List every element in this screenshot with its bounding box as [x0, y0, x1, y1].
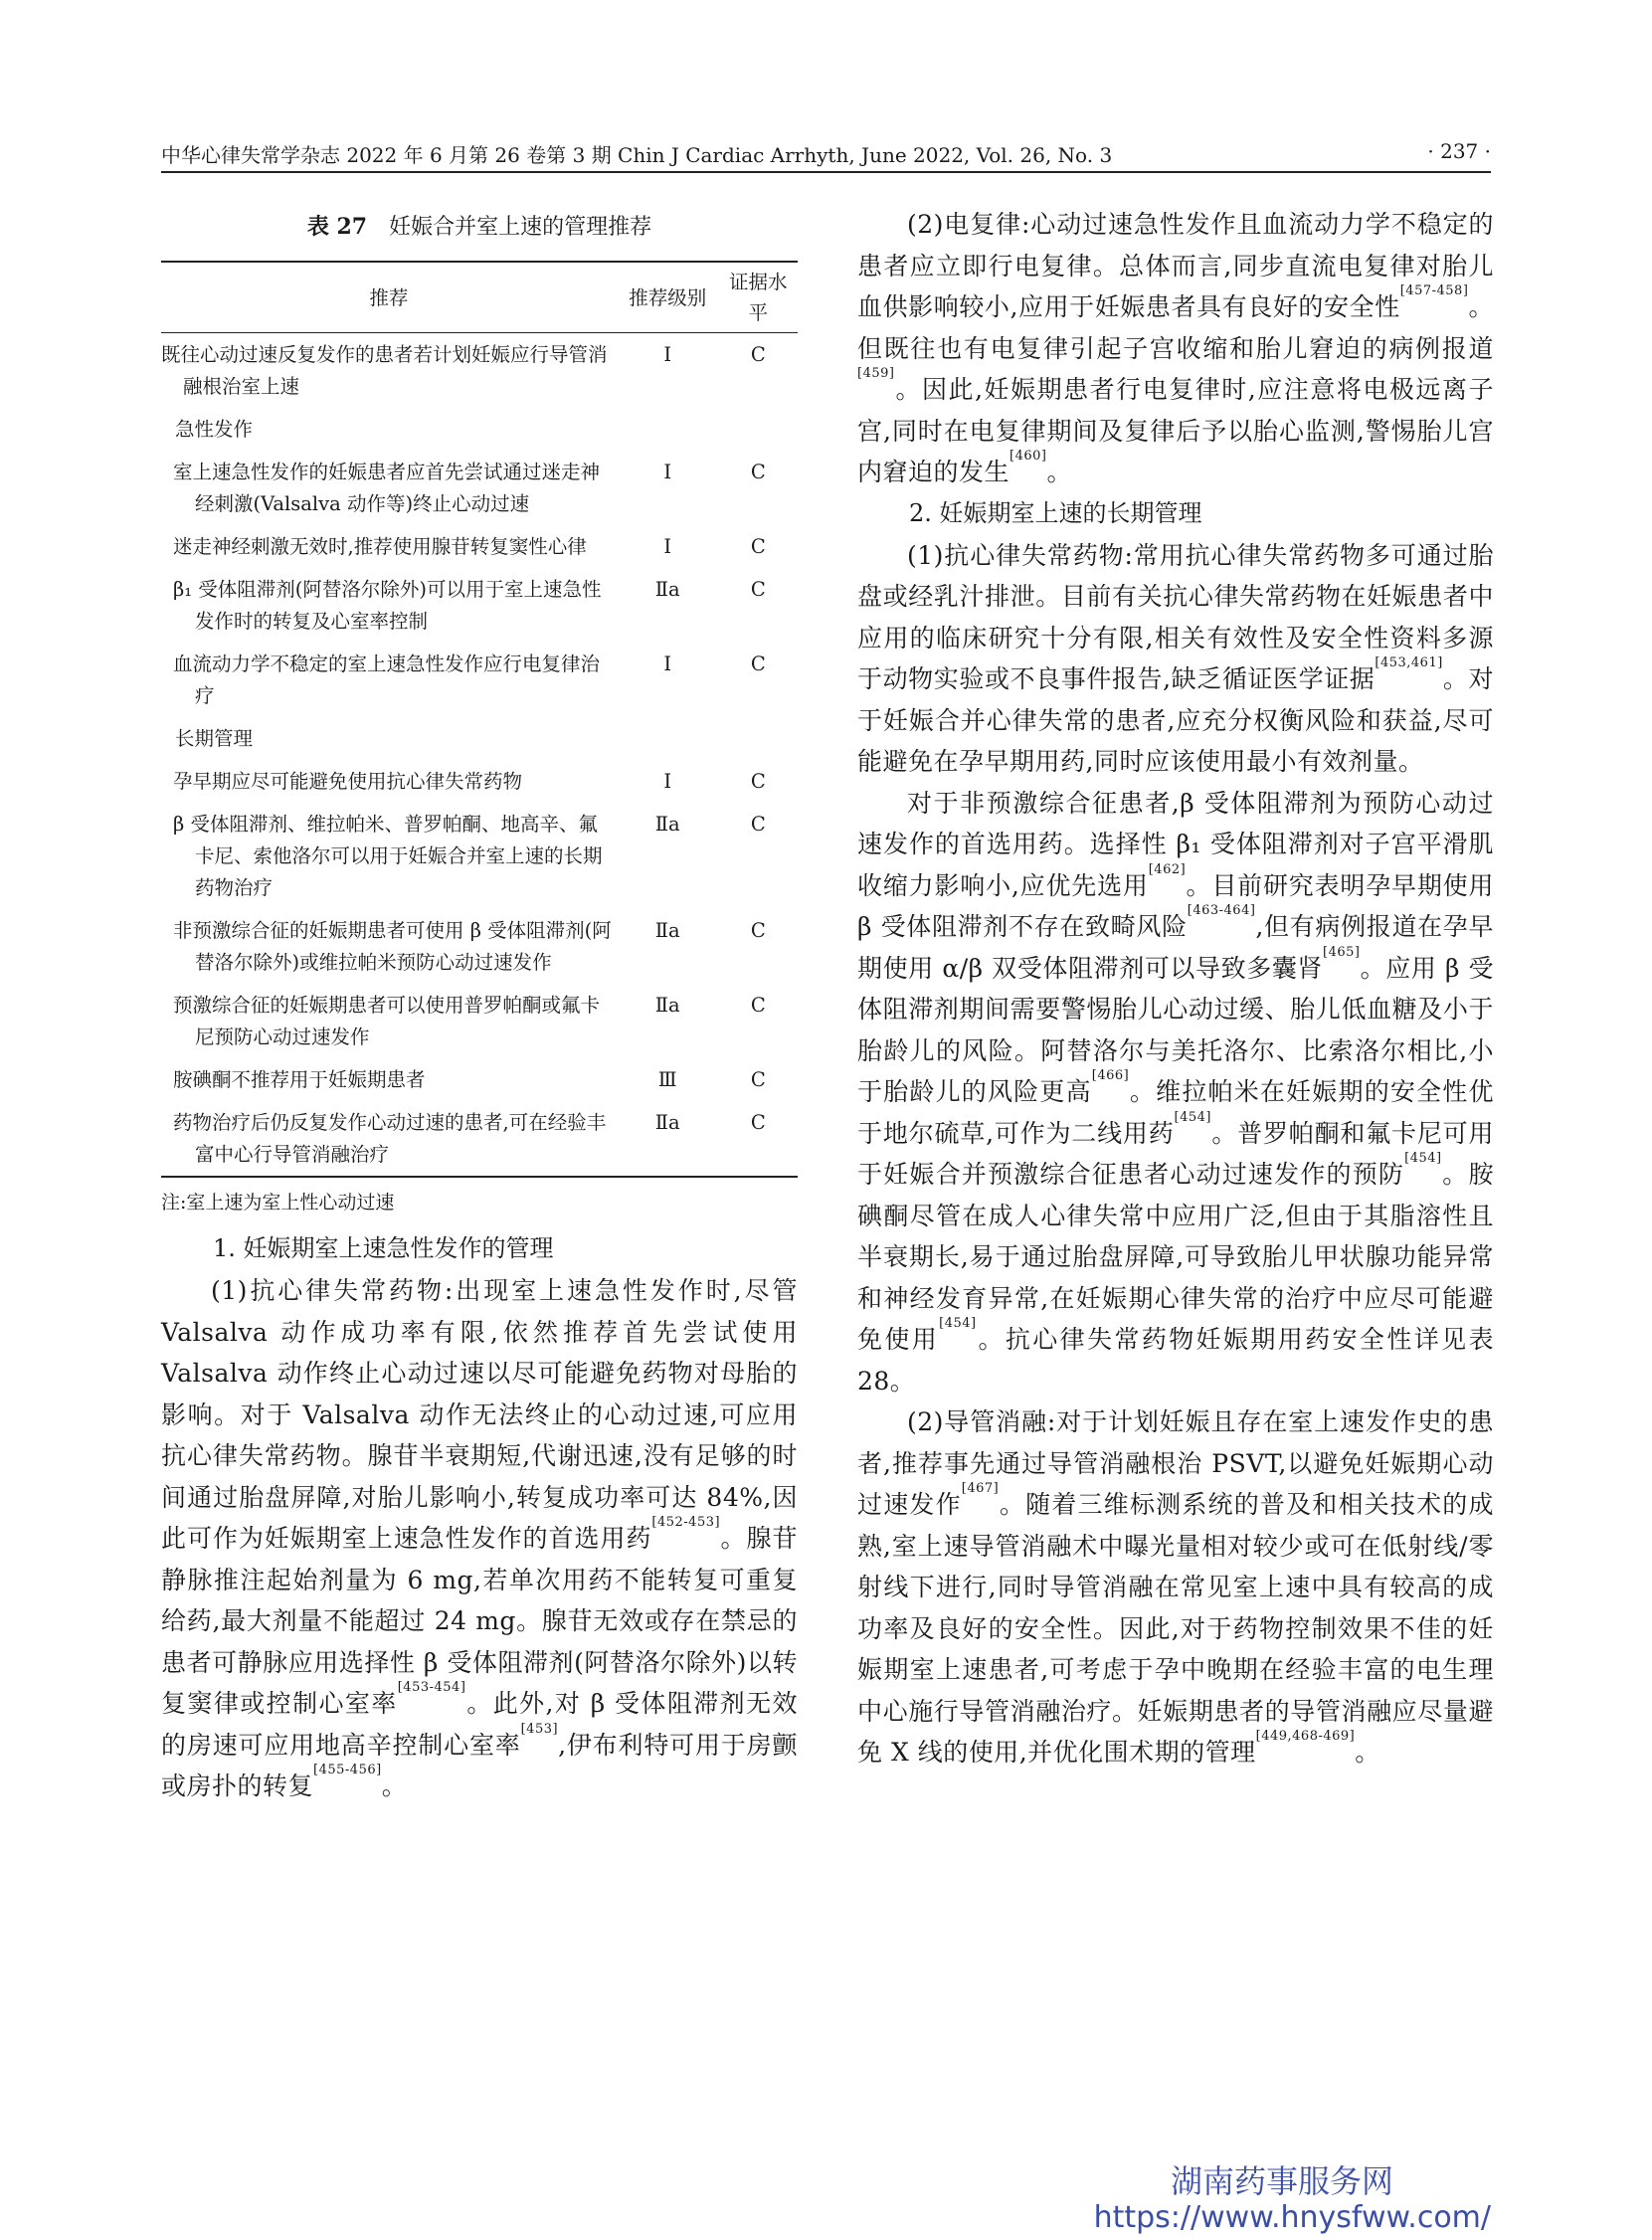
recommendation-class: Ⅱa [654, 994, 680, 1017]
table-row [161, 333, 798, 409]
recommendation-text: 预激综合征的妊娠期患者可以使用普罗帕酮或氟卡尼预防心动过速发作 [173, 994, 601, 1048]
citation: [453-454] [397, 1680, 466, 1695]
recommendation-text: 血流动力学不稳定的室上速急性发作应行电复律治疗 [173, 653, 601, 707]
table-title: 妊娠合并室上速的管理推荐 [389, 215, 652, 240]
citation: [453,461] [1375, 655, 1443, 670]
table-label: 表 27 [306, 214, 368, 240]
table-note: 注:室上速为室上性心动过速 [161, 1192, 395, 1213]
text-run: 。普罗帕酮和氟卡尼可用于妊娠合并预激综合征患者心动过速发作的预防 [857, 1118, 1494, 1189]
recommendation-text: 胺碘酮不推荐用于妊娠期患者 [173, 1068, 426, 1091]
evidence-level: C [750, 343, 766, 366]
recommendation-class: Ⅱa [654, 919, 680, 942]
text-run: 。抗心律失常药物妊娠期用药安全性详见表 28。 [857, 1325, 1494, 1396]
table-row [161, 984, 798, 1058]
evidence-level: C [750, 535, 766, 558]
watermark-url[interactable]: https://www.hnysfww.com/ [1093, 2200, 1491, 2235]
recommendation-class: Ⅰ [663, 343, 672, 366]
text-run: 。胺碘酮尽管在成人心律失常中应用广泛,但由于其脂溶性且半衰期长,易于通过胎盘屏障,可导致胎儿甲状腺功能异常和神经发育异常,在妊娠期心律失常的治疗中应尽可能避免使用 [857, 1160, 1494, 1354]
table-header-row [161, 262, 798, 333]
table-row [161, 643, 798, 717]
header-rule [161, 171, 1491, 173]
text-run: 。因此,妊娠期患者行电复律时,应注意将电极远离子宫,同时在电复律期间及复律后予以胎心监测,警惕胎儿宫内窘迫的发生 [857, 375, 1494, 486]
citation: [452-453] [651, 1515, 721, 1530]
recommendation-text: 非预激综合征的妊娠期患者可使用 β 受体阻滞剂(阿替洛尔除外)或维拉帕米预防心动过速发作 [173, 919, 612, 974]
text-run: 。维拉帕米在妊娠期的安全性优于地尔硫草,可作为二线用药 [857, 1077, 1494, 1148]
citation: [465] [1323, 944, 1361, 960]
text-run: (2)电复律:心动过速急性发作且血流动力学不稳定的患者应立即行电复律。总体而言,同步直流电复律对胎儿血供影响较小,应用于妊娠患者具有良好的安全性 [857, 210, 1494, 321]
citation: [460] [1010, 449, 1047, 464]
evidence-level: C [750, 919, 766, 942]
evidence-level: C [750, 994, 766, 1017]
journal-citation: 中华心律失常学杂志 2022 年 6 月第 26 卷第 3 期 Chin J Cardiac Arrhyth, June 2022, Vol. 26, No. 3 [161, 143, 1113, 167]
citation: [454] [939, 1316, 977, 1331]
recommendation-text: β₁ 受体阻滞剂(阿替洛尔除外)可以用于室上速急性发作时的转复及心室率控制 [173, 578, 602, 633]
citation: [454] [1404, 1151, 1442, 1166]
evidence-level: C [750, 578, 766, 601]
paragraph-antiarrhythmic-longterm [857, 535, 1494, 783]
evidence-level: C [750, 461, 766, 483]
evidence-level: C [719, 1101, 798, 1177]
table-row [161, 760, 798, 803]
text-run: 。应用 β 受体阻滞剂期间需要警惕胎儿心动过缓、胎儿低血糖及小于胎龄儿的风险。阿替洛尔与美托洛尔、比索洛尔相比,小于胎龄儿的风险更高 [857, 953, 1494, 1106]
citation: [454] [1174, 1109, 1212, 1125]
col-header-class: 推荐级别 [617, 262, 719, 333]
table-row [161, 408, 798, 451]
recommendation-text: β 受体阻滞剂、维拉帕米、普罗帕酮、地高辛、氟卡尼、索他洛尔可以用于妊娠合并室上速的长期药物治疗 [173, 813, 603, 899]
paragraph-beta-blockers [857, 783, 1494, 1402]
citation: [466] [1091, 1068, 1130, 1083]
text-run: 。 [1046, 458, 1072, 486]
watermark-name: 湖南药事服务网 [1170, 2162, 1393, 2200]
text-run: 。但既往也有电复律引起子宫收缩和胎儿窘迫的病例报道 [857, 292, 1494, 363]
text-run: (1)抗心律失常药物:出现室上速急性发作时,尽管 Valsalva 动作成功率有限,依然推荐首先尝试使用 Valsalva 动作终止心动过速以尽可能避免药物对母胎的影响。对于 Valsalva 动作无法终止的心动过速,可应用抗心律失常药物。腺苷半衰期短,代谢迅速,没有足够的时间通过胎盘屏障,对胎儿影响小,转复成功率可达 84%,因此可作为妊娠期室上速急性发作的首选用药 [161, 1276, 798, 1553]
evidence-level: C [750, 1068, 766, 1091]
recommendation-text: 迷走神经刺激无效时,推荐使用腺苷转复窦性心律 [173, 535, 587, 558]
table-row [161, 1101, 798, 1177]
table-row [161, 909, 798, 984]
recommendation-table [161, 261, 798, 1178]
table-caption [161, 210, 798, 241]
table-row [161, 451, 798, 525]
citation: [455-456] [313, 1763, 382, 1777]
section-heading-acute: 1. 妊娠期室上速急性发作的管理 [213, 1234, 554, 1262]
text-run: 。 [381, 1772, 408, 1800]
text-run: 。对于妊娠合并心律失常的患者,应充分权衡风险和获益,尽可能避免在孕早期用药,同时应该使用最小有效剂量。 [857, 664, 1494, 776]
text-run: 。此外,对 β 受体阻滞剂无效的房速可应用地高辛控制心室率 [161, 1689, 798, 1760]
paragraph-antiarrhythmic-acute [161, 1270, 798, 1807]
text-run: 对于非预激综合征患者,β 受体阻滞剂为预防心动过速发作的首选用药。选择性 β₁ 受体阻滞剂对子宫平滑肌收缩力影响小,应优先选用 [857, 788, 1494, 900]
page-header [161, 135, 1491, 169]
evidence-level: C [750, 770, 766, 793]
table-row [161, 525, 798, 568]
evidence-level [719, 717, 798, 760]
evidence-level [719, 408, 798, 451]
citation: [459] [857, 366, 895, 381]
page-number: · 237 · [1427, 139, 1491, 163]
recommendation-text: 室上速急性发作的妊娠患者应首先尝试通过迷走神经刺激(Valsalva 动作等)终止心动过速 [173, 461, 601, 515]
table-row [161, 803, 798, 909]
recommendation-class: Ⅲ [657, 1068, 677, 1091]
recommendation-text: 既往心动过速反复发作的患者若计划妊娠应行导管消融根治室上速 [161, 343, 608, 398]
paragraph-catheter-ablation [857, 1401, 1494, 1773]
citation: [467] [961, 1481, 1000, 1496]
table-row [161, 568, 798, 643]
evidence-level: C [750, 813, 766, 836]
text-run: ,伊布利特可用于房颤或房扑的转复 [161, 1730, 798, 1800]
recommendation-class: Ⅰ [663, 535, 672, 558]
citation: [463-464] [1187, 903, 1256, 918]
citation: [457-458] [1399, 283, 1469, 298]
recommendation-text: 孕早期应尽可能避免使用抗心律失常药物 [173, 770, 523, 793]
col-header-level: 证据水平 [719, 262, 798, 333]
left-column [161, 204, 798, 1807]
recommendation-class [617, 717, 719, 760]
text-run: 。腺苷静脉推注起始剂量为 6 mg,若单次用药不能转复可重复给药,最大剂量不能超过 24 mg。腺苷无效或存在禁忌的患者可静脉应用选择性 β 受体阻滞剂(阿替洛尔除外)以转复窦律或控制心室率 [161, 1524, 798, 1718]
recommendation-class: Ⅱa [654, 813, 680, 836]
text-run: (1)抗心律失常药物:常用抗心律失常药物多可通过胎盘或经乳汁排泄。目前有关抗心律失常药物在妊娠患者中应用的临床研究十分有限,相关有效性及安全性资料多源于动物实验或不良事件报告,缺乏循证医学证据 [857, 540, 1494, 693]
col-header-recommendation: 推荐 [161, 262, 617, 333]
text-run: 。随着三维标测系统的普及和相关技术的成熟,室上速导管消融术中曝光量相对较少或可在低射线/零射线下进行,同时导管消融在常见室上速中具有较高的成功率及良好的安全性。因此,对于药物控制效果不佳的妊娠期室上速患者,可考虑于孕中晚期在经验丰富的电生理中心施行导管消融治疗。妊娠期患者的导管消融应尽量避免 X 线的使用,并优化围术期的管理 [857, 1490, 1494, 1767]
recommendation-class: Ⅰ [663, 653, 672, 675]
citation: [449,468-469] [1255, 1729, 1356, 1744]
citation: [453] [520, 1721, 559, 1737]
table-group-label: 长期管理 [175, 727, 254, 750]
recommendation-class: Ⅰ [663, 770, 672, 793]
table-group-label: 急性发作 [175, 418, 254, 441]
recommendation-text: 药物治疗后仍反复发作心动过速的患者,可在经验丰富中心行导管消融治疗 [161, 1101, 617, 1177]
table-row [161, 717, 798, 760]
recommendation-class: Ⅱa [617, 1101, 719, 1177]
text-run: ,但有病例报道在孕早期使用 α/β 双受体阻滞剂可以导致多囊肾 [857, 912, 1494, 983]
section-heading-longterm: 2. 妊娠期室上速的长期管理 [909, 498, 1202, 527]
text-run: (2)导管消融:对于计划妊娠且存在室上速发作史的患者,推荐事先通过导管消融根治 PSVT,以避免妊娠期心动过速发作 [857, 1407, 1494, 1519]
paragraph-cardioversion [857, 204, 1494, 493]
citation: [462] [1148, 861, 1187, 877]
table-row [161, 1058, 798, 1101]
evidence-level: C [750, 653, 766, 675]
recommendation-class: Ⅰ [663, 461, 672, 483]
text-run: 。 [1355, 1738, 1380, 1767]
right-column [857, 204, 1494, 1773]
text-run: 。目前研究表明孕早期使用 β 受体阻滞剂不存在致畸风险 [857, 870, 1494, 941]
recommendation-class: Ⅱa [654, 578, 680, 601]
recommendation-class [617, 408, 719, 451]
